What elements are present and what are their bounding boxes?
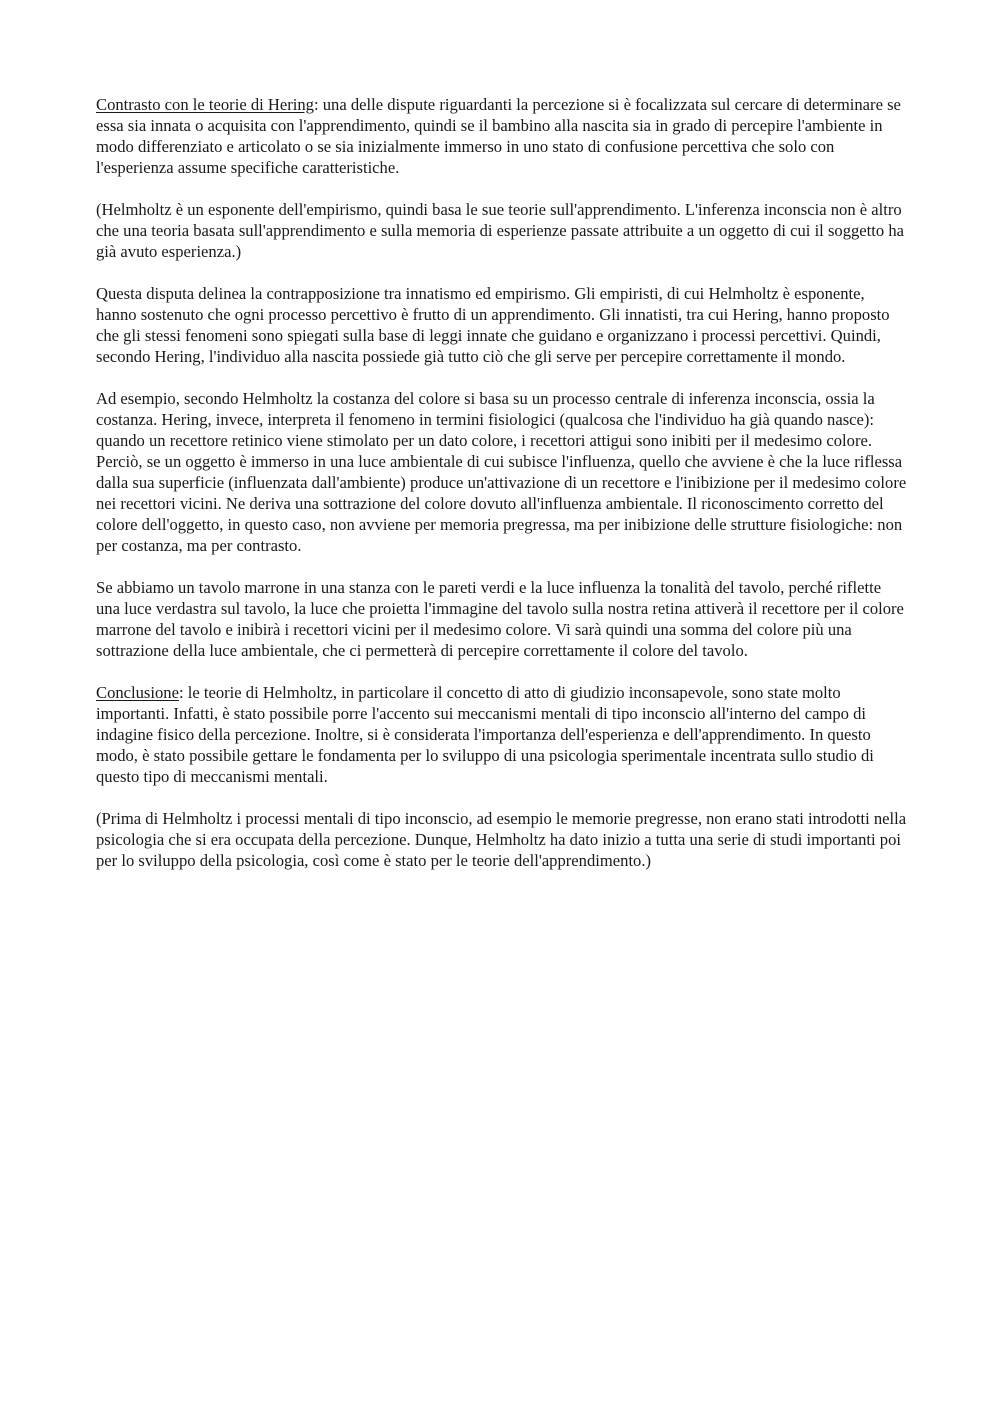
- paragraph-color-constancy: [96, 388, 908, 556]
- paragraph-text: (Prima di Helmholtz i processi mentali di tipo inconscio, ad esempio le memorie pregresse, non erano stati introdotti nella psicologia che si era occupata della percezione. Dunque, Helmholtz ha dato inizio a tutta una serie di studi importanti poi per lo sviluppo della psicologia, così come è stato per le teorie dell'apprendimento.): [96, 809, 907, 870]
- paragraph-innatism-empiricism: [96, 283, 908, 367]
- paragraph-text: Questa disputa delinea la contrapposizione tra innatismo ed empirismo. Gli empiristi, di cui Helmholtz è esponente, hanno sostenuto che ogni processo percettivo è frutto di un apprendimento. Gli innatisti, tra cui Hering, hanno proposto che gli stessi fenomeni sono spiegati sulla base di leggi innate che guidano e organizzano i processi percettivi. Quindi, secondo Hering, l'individuo alla nascita possiede già tutto ciò che gli serve per percepire correttamente il mondo.: [96, 284, 890, 366]
- paragraph-text: : le teorie di Helmholtz, in particolare il concetto di atto di giudizio inconsapevole, sono state molto importanti. Infatti, è stato possibile porre l'accento sui meccanismi mentali di tipo inconscio all'interno del campo di indagine fisico della percezione. Inoltre, si è considerata l'importanza dell'esperienza e dell'apprendimento. In questo modo, è stato possibile gettare le fondamenta per lo sviluppo di una psicologia sperimentale incentrata sullo studio di questo tipo di meccanismi mentali.: [96, 683, 874, 786]
- paragraph-text: Se abbiamo un tavolo marrone in una stanza con le pareti verdi e la luce influenza la tonalità del tavolo, perché riflette una luce verdastra sul tavolo, la luce che proietta l'immagine del tavolo sulla nostra retina attiverà il recettore per il colore marrone del tavolo e inibirà i recettori vicini per il medesimo colore. Vi sarà quindi una somma del colore più una sottrazione della luce ambientale, che ci permetterà di percepire correttamente il colore del tavolo.: [96, 578, 904, 660]
- paragraph-conclusion: [96, 682, 908, 787]
- paragraph-helmholtz-empiricism-note: [96, 199, 908, 262]
- paragraph-before-helmholtz-note: [96, 808, 908, 871]
- section-heading-hering: Contrasto con le teorie di Hering: [96, 95, 314, 114]
- paragraph-text: (Helmholtz è un esponente dell'empirismo, quindi basa le sue teorie sull'apprendimento. L'inferenza inconscia non è altro che una teoria basata sull'apprendimento e sulla memoria di esperienze passate attribuite a un oggetto di cui il soggetto ha già avuto esperienza.): [96, 200, 904, 261]
- section-heading-conclusion: Conclusione: [96, 683, 179, 702]
- paragraph-hering-contrast: [96, 94, 908, 178]
- document-page: [96, 94, 908, 892]
- paragraph-text: : una delle dispute riguardanti la percezione si è focalizzata sul cercare di determinare se essa sia innata o acquisita con l'apprendimento, quindi se il bambino alla nascita sia in grado di percepire l'ambiente in modo differenziato e articolato o se sia inizialmente immerso in uno stato di confusione percettiva che solo con l'esperienza assume specifiche caratteristiche.: [96, 95, 901, 177]
- paragraph-brown-table-example: [96, 577, 908, 661]
- paragraph-text: Ad esempio, secondo Helmholtz la costanza del colore si basa su un processo centrale di inferenza inconscia, ossia la costanza. Hering, invece, interpreta il fenomeno in termini fisiologici (qualcosa che l'individuo ha già quando nasce): quando un recettore retinico viene stimolato per un dato colore, i recettori attigui sono inibiti per il medesimo colore. Perciò, se un oggetto è immerso in una luce ambientale di cui subisce l'influenza, quello che avviene è che la luce riflessa dalla sua superficie (influenzata dall'ambiente) produce un'attivazione di un recettore e l'inibizione per il medesimo colore nei recettori vicini. Ne deriva una sottrazione del colore dovuto all'influenza ambientale. Il riconoscimento corretto del colore dell'oggetto, in questo caso, non avviene per memoria pregressa, ma per inibizione delle strutture fisiologiche: non per costanza, ma per contrasto.: [96, 389, 907, 555]
